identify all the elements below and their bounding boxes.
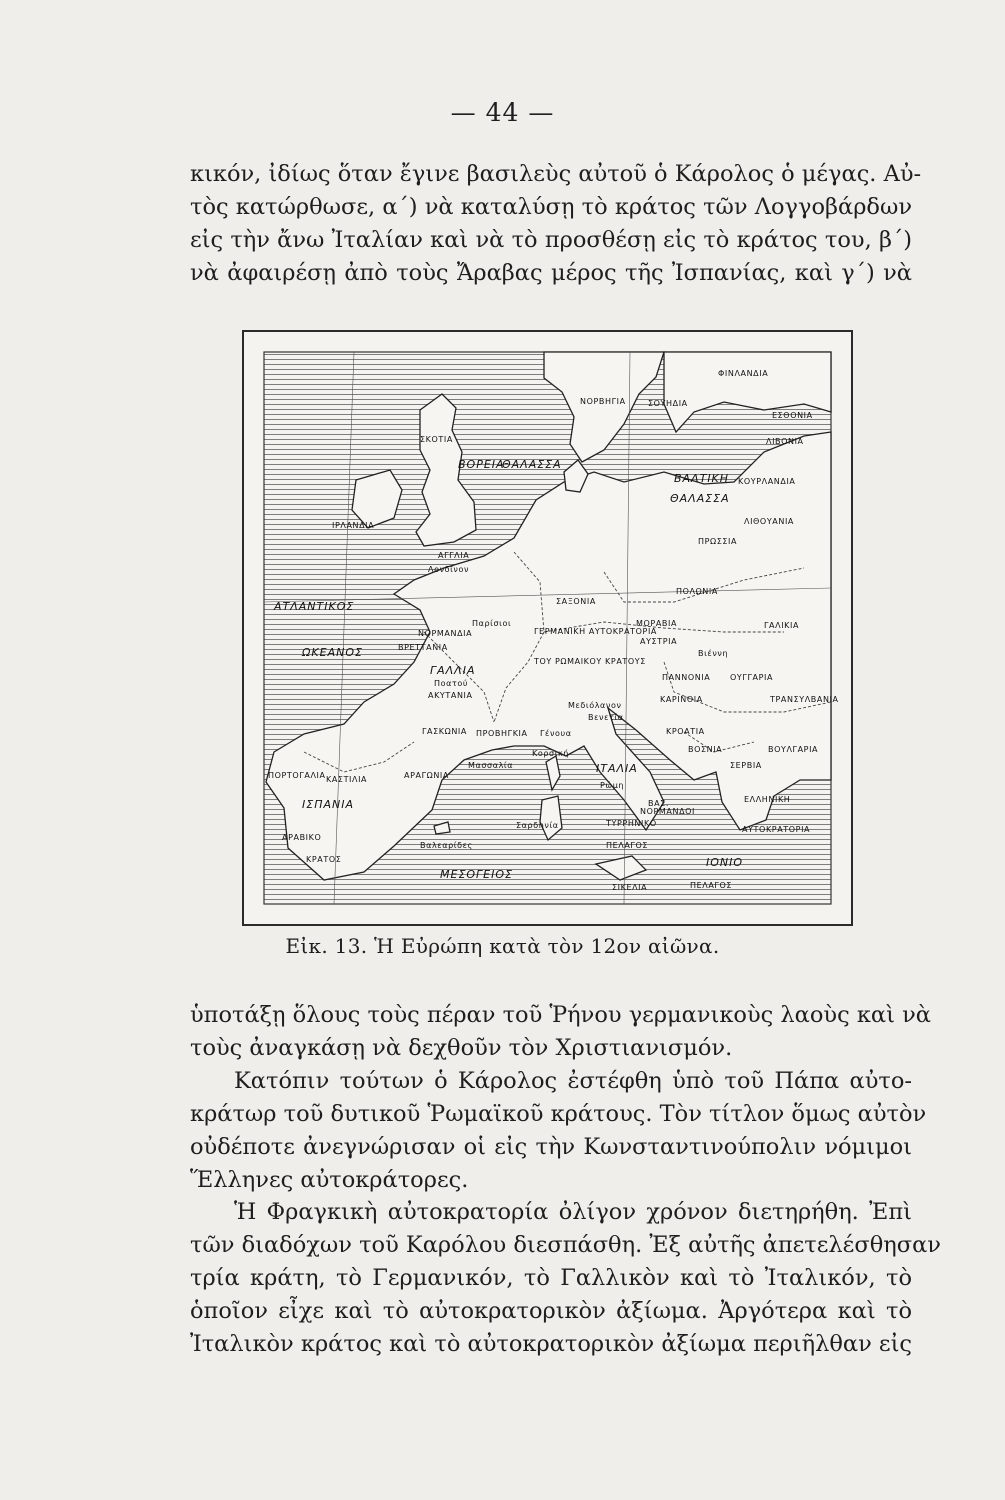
paragraph-3	[190, 1196, 941, 1361]
text-line: ὑποτάξῃ ὅλους τοὺς πέραν τοῦ Ῥήνου γερμανικοὺς λαοὺς καὶ νὰ	[190, 1002, 931, 1028]
map-label: ΚΑΣΤΙΛΙΑ	[326, 775, 368, 784]
map-label: ΙΟΝΙΟ	[706, 856, 744, 869]
map-label: ΑΥΤΟΚΡΑΤΟΡΙΑ	[742, 825, 811, 834]
text-line: τῶν διαδόχων τοῦ Καρόλου διεσπάσθη. Ἐξ αὐτῆς ἀπετελέσθησαν	[190, 1232, 941, 1258]
map-label: ΠΟΡΤΟΓΑΛΙΑ	[268, 771, 326, 780]
map-label: Ρώμη	[600, 781, 625, 790]
map-label: ΠΟΛΩΝΙΑ	[676, 587, 718, 596]
map-label: ΓΑΣΚΩΝΙΑ	[422, 727, 467, 736]
map-label: ΦΙΝΛΑΝΔΙΑ	[718, 369, 769, 378]
map-label: ΓΑΛΙΚΙΑ	[764, 621, 800, 630]
text-line: τοὺς ἀναγκάσῃ νὰ δεχθοῦν τὸν Χριστιανισμόν.	[190, 1035, 733, 1061]
map-label: ΠΡΟΒΗΓΚΙΑ	[476, 729, 528, 738]
map-label: ΚΡΑΤΟΣ	[306, 855, 342, 864]
map-label: ΑΓΓΛΙΑ	[438, 551, 470, 560]
map-label: ΚΑΡΙΝΘΙΑ	[660, 695, 703, 704]
map-label: ΑΥΣΤΡΙΑ	[640, 637, 678, 646]
map-label: ΣΟΥΗΔΙΑ	[648, 399, 688, 408]
map-label: ΠΕΛΑΓΟΣ	[690, 881, 733, 890]
europe-map-figure	[242, 330, 853, 926]
map-label: ΒΡΕΤΤΑΝΙΑ	[398, 643, 448, 652]
text-line: Κατόπιν τούτων ὁ Κάρολος ἐστέφθη ὑπὸ τοῦ Πάπα αὐτο-	[234, 1068, 912, 1094]
text-line: νὰ ἀφαιρέσῃ ἀπὸ τοὺς Ἄραβας μέρος τῆς Ἰσπανίας, καὶ γ΄) νὰ	[190, 260, 912, 286]
map-label: ΟΥΓΓΑΡΙΑ	[730, 673, 774, 682]
map-label: ΒΑΣ.	[648, 799, 669, 808]
map-label: ΑΤΛΑΝΤΙΚΟΣ	[274, 600, 355, 613]
map-label: ΚΡΟΑΤΙΑ	[666, 727, 705, 736]
map-label: Βιέννη	[698, 649, 729, 658]
map-label: ΑΡΑΓΩΝΙΑ	[404, 771, 449, 780]
map-label: ΜΟΡΑΒΙΑ	[636, 619, 678, 628]
map-label: ΓΕΡΜΑΝΙΚΗ ΑΥΤΟΚΡΑΤΟΡΙΑ	[534, 627, 657, 636]
map-label: ΤΥΡΡΗΝΙΚΟ	[606, 819, 657, 828]
text-line: Ἰταλικὸν κράτος καὶ τὸ αὐτοκρατορικὸν ἀξίωμα περιῆλθαν εἰς	[190, 1331, 912, 1357]
map-label: ΒΟΡΕΙΑ	[458, 458, 505, 471]
text-line: Ἡ Φραγκικὴ αὐτοκρατορία ὀλίγον χρόνον διετηρήθη. Ἐπὶ	[234, 1199, 912, 1225]
map-label: Βενετία	[588, 713, 624, 722]
map-label: ΠΡΩΣΣΙΑ	[698, 537, 738, 546]
map-label: ΑΡΑΒΙΚΟ	[282, 833, 322, 842]
map-label: ΝΟΡΜΑΝΔΙΑ	[418, 629, 473, 638]
map-label: ΠΑΝΝΟΝΙΑ	[662, 673, 711, 682]
figure-caption: Εἰκ. 13. Ἡ Εὐρώπη κατὰ τὸν 12ον αἰῶνα.	[285, 934, 720, 958]
map-label: Λονδῖνον	[428, 565, 470, 574]
map-label: ΒΟΥΛΓΑΡΙΑ	[768, 745, 819, 754]
map-label: ΛΙΒΟΝΙΑ	[766, 437, 804, 446]
text-line: κράτωρ τοῦ δυτικοῦ Ῥωμαϊκοῦ κράτους. Τὸν τίτλον ὅμως αὐτὸν	[190, 1101, 927, 1127]
europe-map	[244, 332, 851, 924]
map-label: ΣΚΟΤΙΑ	[420, 435, 453, 444]
text-line: ὁποῖον εἶχε καὶ τὸ αὐτοκρατορικὸν ἀξίωμα. Ἀργότερα καὶ τὸ	[190, 1298, 912, 1324]
map-label: ΜΕΣΟΓΕΙΟΣ	[440, 868, 513, 881]
text-line: κικόν, ἰδίως ὅταν ἔγινε βασιλεὺς αὐτοῦ ὁ Κάρολος ὁ μέγας. Αὐ-	[190, 161, 922, 187]
map-label: ΙΣΠΑΝΙΑ	[302, 798, 354, 811]
map-label: ΠΕΛΑΓΟΣ	[606, 841, 649, 850]
map-label: ΩΚΕΑΝΟΣ	[302, 646, 363, 659]
map-label: Μεδιόλανον	[568, 701, 622, 710]
map-label: ΝΟΡΒΗΓΙΑ	[580, 397, 626, 406]
paragraph-after-figure	[190, 999, 931, 1065]
map-label: Μασσαλία	[468, 761, 514, 770]
map-label: ΝΟΡΜΑΝΔΟΙ	[640, 807, 695, 816]
map-label: Γένουα	[540, 729, 572, 738]
map-label: ΙΤΑΛΙΑ	[596, 762, 638, 775]
text-line: Ἕλληνες αὐτοκράτορες.	[190, 1167, 469, 1193]
map-label: ΓΑΛΛΙΑ	[430, 664, 476, 677]
map-label: ΤΡΑΝΣΥΛΒΑΝΙΑ	[770, 695, 839, 704]
text-line: τὸς κατώρθωσε, α΄) νὰ καταλύσῃ τὸ κράτος τῶν Λογγοβάρδων	[190, 194, 912, 220]
map-label: Κορσική	[532, 749, 569, 758]
map-label: ΣΕΡΒΙΑ	[730, 761, 762, 770]
map-label: Ποατού	[434, 679, 469, 688]
text-line: εἰς τὴν ἄνω Ἰταλίαν καὶ νὰ τὸ προσθέσῃ εἰς τὸ κράτος του, β΄)	[190, 227, 912, 253]
map-label: Σαρδηνία	[516, 821, 559, 830]
map-label: ΕΣΘΟΝΙΑ	[772, 411, 813, 420]
map-label: ΣΑΞΟΝΙΑ	[556, 597, 596, 606]
map-label: ΙΡΛΑΝΔΙΑ	[332, 521, 375, 530]
text-line: οὐδέποτε ἀνεγνώρισαν οἱ εἰς τὴν Κωνσταντινούπολιν νόμιμοι	[190, 1134, 912, 1160]
map-label: ΒΑΛΤΙΚΗ	[674, 472, 730, 485]
map-label: ΣΙΚΕΛΙΑ	[612, 883, 648, 892]
paragraph-2	[190, 1065, 927, 1197]
map-label: Βαλεαρίδες	[420, 841, 473, 850]
map-label: ΒΟΣΝΙΑ	[688, 745, 723, 754]
map-label: ΤΟΥ ΡΩΜΑΙΚΟΥ ΚΡΑΤΟΥΣ	[534, 657, 646, 666]
map-label: ΕΛΛΗΝΙΚΗ	[744, 795, 791, 804]
page-number: — 44 —	[450, 98, 555, 127]
map-label: ΑΚΥΤΑΝΙΑ	[428, 691, 473, 700]
paragraph-top	[190, 158, 922, 290]
map-label: ΘΑΛΑΣΣΑ	[502, 458, 562, 471]
map-label: ΛΙΘΟΥΑΝΙΑ	[744, 517, 795, 526]
map-label: Παρίσιοι	[472, 619, 512, 628]
text-line: τρία κράτη, τὸ Γερμανικόν, τὸ Γαλλικὸν καὶ τὸ Ἰταλικόν, τὸ	[190, 1265, 912, 1291]
map-label: ΘΑΛΑΣΣΑ	[670, 492, 730, 505]
map-label: ΚΟΥΡΛΑΝΔΙΑ	[738, 477, 796, 486]
